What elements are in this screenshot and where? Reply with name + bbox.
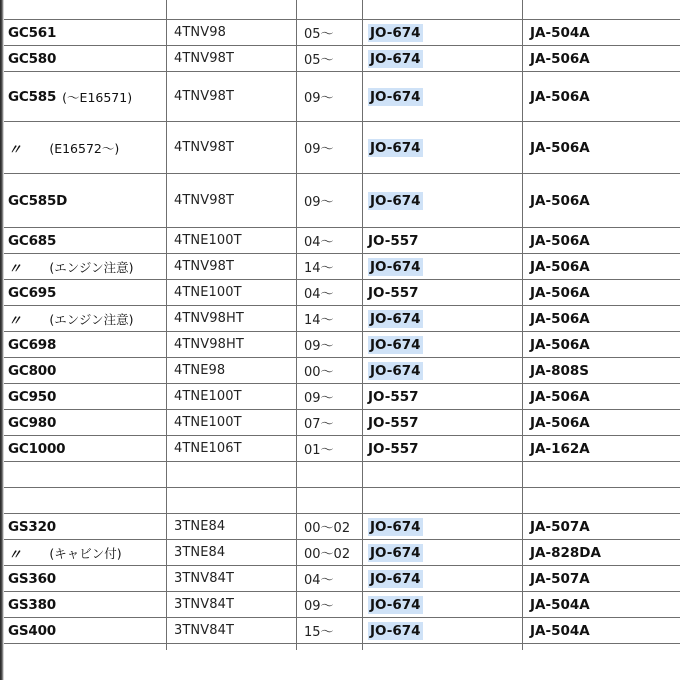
table-row [4,410,680,436]
air-filter-cell: JA-506A [530,310,590,327]
model-name: GS380 [8,596,56,613]
oil-filter-cell [368,436,518,461]
air-filter-cell: JA-808S [530,362,589,379]
column-divider [522,0,523,650]
air-filter-cell: JA-506A [530,232,590,249]
oil-filter-cell [368,384,518,409]
engine-cell: 4TNV98 [174,25,226,40]
oil-filter-cell [368,358,518,383]
engine-cell: 3TNV84T [174,571,235,586]
model-cell [8,384,166,409]
table-row [4,540,680,566]
year-cell: 09～ [304,195,334,210]
engine-cell: 4TNE100T [174,389,242,404]
engine-cell: 3TNV84T [174,597,235,612]
oil-filter-cell [368,514,518,539]
year-cell: 09～ [304,91,334,106]
engine-cell: 4TNV98T [174,51,235,66]
oil-filter-part: JO-557 [368,388,419,405]
air-filter-cell: JA-506A [530,258,590,275]
engine-cell: 4TNV98HT [174,311,244,326]
air-filter-cell: JA-506A [530,139,590,156]
year-cell: 04～ [304,573,334,588]
model-cell [8,436,166,461]
model-note: (E16572～) [49,140,120,156]
air-filter-cell: JA-506A [530,284,590,301]
oil-filter-cell [368,20,518,45]
oil-filter-part: JO-674 [370,50,421,67]
oil-filter-part: JO-674 [370,88,421,105]
oil-filter-part: JO-674 [370,258,421,275]
air-filter-cell: JA-506A [530,336,590,353]
year-cell: 07～ [304,417,334,432]
table-row [4,436,680,462]
ditto-mark: 〃 [8,141,22,158]
model-name: GS360 [8,570,56,587]
ditto-mark: 〃 [8,546,22,563]
engine-cell: 4TNV98T [174,193,235,208]
model-name: GC580 [8,50,57,67]
year-cell: 14～ [304,313,334,328]
engine-cell: 4TNV98HT [174,337,244,352]
table-row [4,384,680,410]
model-cell [8,410,166,435]
air-filter-cell: JA-507A [530,518,590,535]
model-name: GC685 [8,232,57,249]
year-cell: 05～ [304,27,334,42]
year-cell: 00～02 [304,521,351,536]
table-row [4,122,680,174]
oil-filter-cell [368,46,518,71]
oil-filter-part: JO-557 [368,414,419,431]
model-cell [8,20,166,45]
table-row [4,592,680,618]
table-row [4,332,680,358]
year-cell: 00～ [304,365,334,380]
air-filter-cell: JA-504A [530,622,590,639]
model-note: (キャビン付) [49,545,122,561]
model-cell [8,72,166,121]
engine-cell [174,462,294,487]
air-filter-cell: JA-504A [530,596,590,613]
model-name: GC698 [8,336,57,353]
oil-filter-part: JO-674 [370,570,421,587]
year-cell: 00～02 [304,547,351,562]
year-cell [304,488,364,513]
air-filter-cell: JA-828DA [530,544,601,561]
air-filter-cell [530,488,680,513]
engine-cell: 3TNV84T [174,623,235,638]
oil-filter-part: JO-674 [370,622,421,639]
model-cell [8,306,166,331]
engine-cell: 3TNE84 [174,545,226,560]
oil-filter-cell [368,462,518,487]
engine-cell: 3TNE84 [174,519,226,534]
model-cell [8,358,166,383]
ditto-mark: 〃 [8,312,22,329]
oil-filter-part: JO-674 [370,310,421,327]
air-filter-cell: JA-506A [530,50,590,67]
model-cell [8,592,166,617]
oil-filter-cell [368,174,518,227]
page-left-edge [0,0,4,680]
model-cell [8,280,166,305]
year-cell: 09～ [304,599,334,614]
oil-filter-cell [368,540,518,565]
model-name: GC800 [8,362,57,379]
year-cell: 09～ [304,391,334,406]
model-cell [8,122,166,173]
table-row [4,488,680,514]
year-cell: 09～ [304,339,334,354]
table-row [4,174,680,228]
model-name: GC980 [8,414,57,431]
oil-filter-part: JO-674 [370,139,421,156]
oil-filter-cell [368,410,518,435]
engine-cell: 4TNE100T [174,285,242,300]
air-filter-cell: JA-506A [530,88,590,105]
year-cell: 09～ [304,142,334,157]
ditto-mark: 〃 [8,260,22,277]
air-filter-cell: JA-506A [530,414,590,431]
air-filter-cell: JA-162A [530,440,590,457]
year-cell: 05～ [304,53,334,68]
column-divider [362,0,363,650]
year-cell: 14～ [304,261,334,276]
model-cell [8,228,166,253]
year-cell [304,462,364,487]
model-cell [8,514,166,539]
model-cell [8,462,166,487]
oil-filter-part: JO-674 [370,336,421,353]
column-divider [296,0,297,650]
table-row [4,280,680,306]
model-cell [8,332,166,357]
oil-filter-cell [368,332,518,357]
oil-filter-cell [368,122,518,173]
table-row [4,72,680,122]
model-cell [8,540,166,565]
model-cell [8,566,166,591]
model-cell [8,488,166,513]
oil-filter-cell [368,618,518,643]
oil-filter-cell [368,592,518,617]
air-filter-cell: JA-506A [530,192,590,209]
oil-filter-cell [368,280,518,305]
oil-filter-cell [368,488,518,513]
table-row [4,566,680,592]
model-note: (～E16571) [62,89,133,105]
oil-filter-part: JO-674 [370,518,421,535]
table-row [4,254,680,280]
model-cell [8,46,166,71]
model-name: GC1000 [8,440,66,457]
model-name: GC585 [8,88,57,105]
model-name: GS320 [8,518,56,535]
oil-filter-part: JO-674 [370,362,421,379]
engine-cell: 4TNE100T [174,415,242,430]
air-filter-cell: JA-506A [530,388,590,405]
engine-cell: 4TNE98 [174,363,226,378]
oil-filter-part: JO-557 [368,232,419,249]
table-row [4,46,680,72]
model-name: GC585D [8,192,68,209]
table-row [4,618,680,644]
table-top-edge [4,0,680,20]
oil-filter-cell [368,72,518,121]
year-cell: 01～ [304,443,334,458]
model-name: GC561 [8,24,57,41]
model-name: GC695 [8,284,57,301]
year-cell: 15～ [304,625,334,640]
oil-filter-part: JO-674 [370,192,421,209]
table-row [4,514,680,540]
oil-filter-part: JO-674 [370,24,421,41]
engine-cell: 4TNV98T [174,259,235,274]
year-cell: 04～ [304,235,334,250]
table-row [4,20,680,46]
oil-filter-part: JO-674 [370,544,421,561]
oil-filter-part: JO-557 [368,284,419,301]
oil-filter-cell [368,228,518,253]
table-row [4,228,680,254]
oil-filter-part: JO-674 [370,596,421,613]
engine-cell: 4TNV98T [174,140,235,155]
model-name: GS400 [8,622,56,639]
air-filter-cell: JA-507A [530,570,590,587]
year-cell: 04～ [304,287,334,302]
oil-filter-cell [368,254,518,279]
table-row [4,358,680,384]
model-note: (エンジン注意) [49,311,134,327]
oil-filter-cell [368,306,518,331]
engine-cell: 4TNE100T [174,233,242,248]
air-filter-cell: JA-504A [530,24,590,41]
model-cell [8,254,166,279]
engine-cell [174,488,294,513]
model-cell [8,174,166,227]
table-row [4,306,680,332]
table-row [4,462,680,488]
air-filter-cell [530,462,680,487]
engine-cell: 4TNE106T [174,441,242,456]
model-cell [8,618,166,643]
oil-filter-cell [368,566,518,591]
engine-cell: 4TNV98T [174,89,235,104]
model-note: (エンジン注意) [49,259,134,275]
model-name: GC950 [8,388,57,405]
oil-filter-part: JO-557 [368,440,419,457]
column-divider [166,0,167,650]
